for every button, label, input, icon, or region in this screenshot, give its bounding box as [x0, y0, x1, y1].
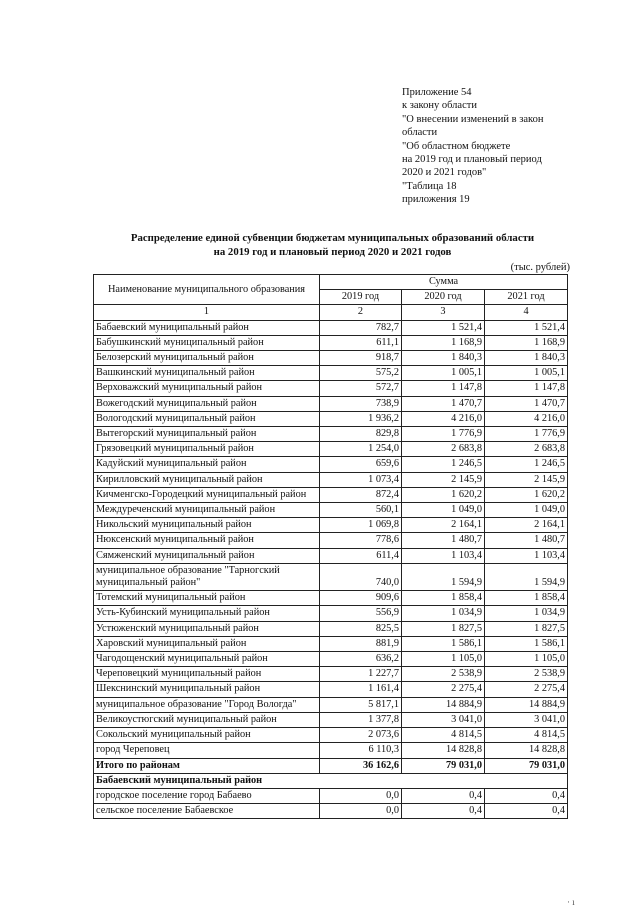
cell-2019: 778,6 [320, 533, 402, 548]
cell-name: Кадуйский муниципальный район [94, 457, 320, 472]
cell-name: Чагодощенский муниципальный район [94, 652, 320, 667]
cell-2021: 1 049,0 [485, 503, 568, 518]
cell-2020: 1 034,9 [402, 606, 485, 621]
cell-name: Белозерский муниципальный район [94, 351, 320, 366]
cell-2021: 2 275,4 [485, 682, 568, 697]
annex-line: Приложение 54 [402, 87, 472, 98]
col-number: 2 [320, 305, 402, 320]
table-body [94, 320, 568, 819]
cell-2020: 3 041,0 [402, 712, 485, 727]
table-row [94, 606, 568, 621]
cell-2019: 829,8 [320, 427, 402, 442]
cell-2021: 1 480,7 [485, 533, 568, 548]
table-row [94, 548, 568, 563]
annex-line: "Об областном бюджете [402, 140, 511, 152]
cell-name: Грязовецкий муниципальный район [94, 442, 320, 457]
cell-2020: 0,4 [402, 788, 485, 803]
cell-name: Тотемский муниципальный район [94, 591, 320, 606]
cell-2020: 2 275,4 [402, 682, 485, 697]
cell-2019: 738,9 [320, 396, 402, 411]
cell-2020: 14 828,8 [402, 743, 485, 758]
cell-2021: 0,4 [485, 788, 568, 803]
cell-name: Усть-Кубинский муниципальный район [94, 606, 320, 621]
cell-2020: 1 620,2 [402, 487, 485, 502]
cell-2019: 0,0 [320, 804, 402, 819]
cell-2021: 1 246,5 [485, 457, 568, 472]
sub-row [94, 804, 568, 819]
cell-2021: 1 147,8 [485, 381, 568, 396]
cell-2019: 782,7 [320, 320, 402, 335]
table-row [94, 487, 568, 502]
table-row [94, 427, 568, 442]
title-line-2: на 2019 год и плановый период 2020 и 2021 годов [213, 246, 452, 258]
annex-line: на 2019 год и плановый период [402, 154, 542, 166]
table-row [94, 667, 568, 682]
table-row [94, 697, 568, 712]
document-title [90, 231, 575, 259]
cell-2020: 1 594,9 [402, 563, 485, 590]
cell-2021: 79 031,0 [485, 758, 568, 773]
header-year-2019: 2019 год [320, 290, 402, 305]
cell-2020: 4 216,0 [402, 411, 485, 426]
cell-name: город Череповец [94, 743, 320, 758]
cell-name: Никольский муниципальный район [94, 518, 320, 533]
units-label: (тыс. рублей) [510, 262, 570, 273]
header-name: Наименование муниципального образования [94, 275, 320, 305]
header-year-2020: 2020 год [402, 290, 485, 305]
cell-2019: 881,9 [320, 636, 402, 651]
section-header-row [94, 773, 568, 788]
cell-name: Сямженский муниципальный район [94, 548, 320, 563]
cell-2021: 2 164,1 [485, 518, 568, 533]
cell-2019: 1 227,7 [320, 667, 402, 682]
cell-2019: 740,0 [320, 563, 402, 590]
header-sum: Сумма [320, 275, 568, 290]
table-row [94, 457, 568, 472]
annex-line: области [402, 127, 438, 139]
cell-2019: 611,1 [320, 335, 402, 350]
annex-line: к закону области [402, 100, 477, 112]
cell-2019: 825,5 [320, 621, 402, 636]
title-line-1: Распределение единой субвенции бюджетам муниципальных образований области [130, 232, 535, 244]
cell-2020: 1 147,8 [402, 381, 485, 396]
subvention-table [93, 274, 568, 819]
cell-2021: 4 814,5 [485, 728, 568, 743]
total-row [94, 758, 568, 773]
header-year-2021: 2021 год [485, 290, 568, 305]
cell-2019: 918,7 [320, 351, 402, 366]
cell-2020: 1 105,0 [402, 652, 485, 667]
table-row [94, 320, 568, 335]
cell-2020: 1 480,7 [402, 533, 485, 548]
cell-2021: 1 470,7 [485, 396, 568, 411]
cell-2021: 1 827,5 [485, 621, 568, 636]
section-header: Бабаевский муниципальный район [94, 773, 568, 788]
cell-2020: 0,4 [402, 804, 485, 819]
cell-2020: 1 103,4 [402, 548, 485, 563]
table-row [94, 442, 568, 457]
cell-2020: 2 164,1 [402, 518, 485, 533]
table-row [94, 652, 568, 667]
cell-2021: 3 041,0 [485, 712, 568, 727]
cell-name: Бабушкинский муниципальный район [94, 335, 320, 350]
cell-2021: 1 620,2 [485, 487, 568, 502]
cell-name: Верховажский муниципальный район [94, 381, 320, 396]
cell-2021: 1 168,9 [485, 335, 568, 350]
cell-2021: 1 594,9 [485, 563, 568, 590]
table-row [94, 335, 568, 350]
col-number: 3 [402, 305, 485, 320]
cell-2021: 1 840,3 [485, 351, 568, 366]
cell-name: Междуреченский муниципальный район [94, 503, 320, 518]
cell-2019: 1 161,4 [320, 682, 402, 697]
sub-row [94, 788, 568, 803]
cell-name: Сокольский муниципальный район [94, 728, 320, 743]
annex-block [402, 86, 602, 207]
cell-2021: 1 105,0 [485, 652, 568, 667]
cell-2020: 1 521,4 [402, 320, 485, 335]
page-mark: · ı [567, 897, 575, 907]
cell-2021: 2 145,9 [485, 472, 568, 487]
annex-line: "Таблица 18 [402, 180, 457, 192]
table-row [94, 743, 568, 758]
col-number: 1 [94, 305, 320, 320]
cell-2019: 1 936,2 [320, 411, 402, 426]
cell-2020: 14 884,9 [402, 697, 485, 712]
cell-name: Бабаевский муниципальный район [94, 320, 320, 335]
cell-name: Устюженский муниципальный район [94, 621, 320, 636]
cell-name: сельское поселение Бабаевское [94, 804, 320, 819]
table-row [94, 712, 568, 727]
cell-2021: 1 103,4 [485, 548, 568, 563]
cell-2019: 636,2 [320, 652, 402, 667]
cell-2019: 611,4 [320, 548, 402, 563]
cell-2019: 575,2 [320, 366, 402, 381]
cell-2021: 1 005,1 [485, 366, 568, 381]
cell-name: городское поселение город Бабаево [94, 788, 320, 803]
table-row [94, 533, 568, 548]
cell-name: Нюксенский муниципальный район [94, 533, 320, 548]
cell-2020: 1 586,1 [402, 636, 485, 651]
cell-2020: 2 683,8 [402, 442, 485, 457]
table-row [94, 411, 568, 426]
cell-2020: 79 031,0 [402, 758, 485, 773]
cell-2020: 2 145,9 [402, 472, 485, 487]
cell-name: Вытегорский муниципальный район [94, 427, 320, 442]
table-row [94, 503, 568, 518]
table-row [94, 728, 568, 743]
cell-2019: 36 162,6 [320, 758, 402, 773]
table-row [94, 396, 568, 411]
cell-2019: 6 110,3 [320, 743, 402, 758]
cell-2020: 2 538,9 [402, 667, 485, 682]
table-row [94, 621, 568, 636]
cell-2019: 909,6 [320, 591, 402, 606]
annex-line: приложения 19 [402, 194, 470, 206]
cell-2019: 1 254,0 [320, 442, 402, 457]
cell-2021: 0,4 [485, 804, 568, 819]
table-row [94, 518, 568, 533]
cell-name: Великоустюгский муниципальный район [94, 712, 320, 727]
cell-2021: 1 034,9 [485, 606, 568, 621]
cell-name: муниципальное образование "Город Вологда" [94, 697, 320, 712]
cell-2019: 2 073,6 [320, 728, 402, 743]
cell-2019: 659,6 [320, 457, 402, 472]
table-row [94, 472, 568, 487]
table-row [94, 381, 568, 396]
col-number: 4 [485, 305, 568, 320]
cell-2019: 0,0 [320, 788, 402, 803]
cell-name: Вожегодский муниципальный район [94, 396, 320, 411]
cell-2020: 1 168,9 [402, 335, 485, 350]
cell-name: Вологодский муниципальный район [94, 411, 320, 426]
cell-2019: 872,4 [320, 487, 402, 502]
cell-2021: 1 858,4 [485, 591, 568, 606]
cell-name: Череповецкий муниципальный район [94, 667, 320, 682]
cell-2020: 1 005,1 [402, 366, 485, 381]
cell-2020: 1 470,7 [402, 396, 485, 411]
table-row [94, 636, 568, 651]
cell-2019: 1 069,8 [320, 518, 402, 533]
cell-name: Харовский муниципальный район [94, 636, 320, 651]
cell-2020: 1 776,9 [402, 427, 485, 442]
cell-2021: 4 216,0 [485, 411, 568, 426]
table-row [94, 351, 568, 366]
cell-2020: 1 827,5 [402, 621, 485, 636]
cell-2019: 5 817,1 [320, 697, 402, 712]
table-row [94, 366, 568, 381]
cell-2020: 1 858,4 [402, 591, 485, 606]
cell-2020: 1 246,5 [402, 457, 485, 472]
annex-line: 2020 и 2021 годов" [402, 167, 487, 179]
table-row [94, 591, 568, 606]
cell-2019: 1 073,4 [320, 472, 402, 487]
cell-2020: 1 049,0 [402, 503, 485, 518]
cell-2021: 2 538,9 [485, 667, 568, 682]
cell-2019: 1 377,8 [320, 712, 402, 727]
cell-2019: 572,7 [320, 381, 402, 396]
cell-name: муниципальное образование "Тарногский муниципальный район" [94, 563, 320, 590]
cell-2020: 4 814,5 [402, 728, 485, 743]
cell-name: Вашкинский муниципальный район [94, 366, 320, 381]
cell-2019: 556,9 [320, 606, 402, 621]
cell-2021: 1 521,4 [485, 320, 568, 335]
table-row [94, 563, 568, 590]
cell-name: Кичменгско-Городецкий муниципальный район [94, 487, 320, 502]
cell-name: Кирилловский муниципальный район [94, 472, 320, 487]
cell-2021: 2 683,8 [485, 442, 568, 457]
cell-2019: 560,1 [320, 503, 402, 518]
cell-2021: 1 586,1 [485, 636, 568, 651]
cell-2021: 1 776,9 [485, 427, 568, 442]
cell-name: Итого по районам [94, 758, 320, 773]
annex-line: "О внесении изменений в закон [402, 113, 544, 125]
cell-2021: 14 828,8 [485, 743, 568, 758]
cell-name: Шекснинский муниципальный район [94, 682, 320, 697]
table-row [94, 682, 568, 697]
cell-2021: 14 884,9 [485, 697, 568, 712]
cell-2020: 1 840,3 [402, 351, 485, 366]
